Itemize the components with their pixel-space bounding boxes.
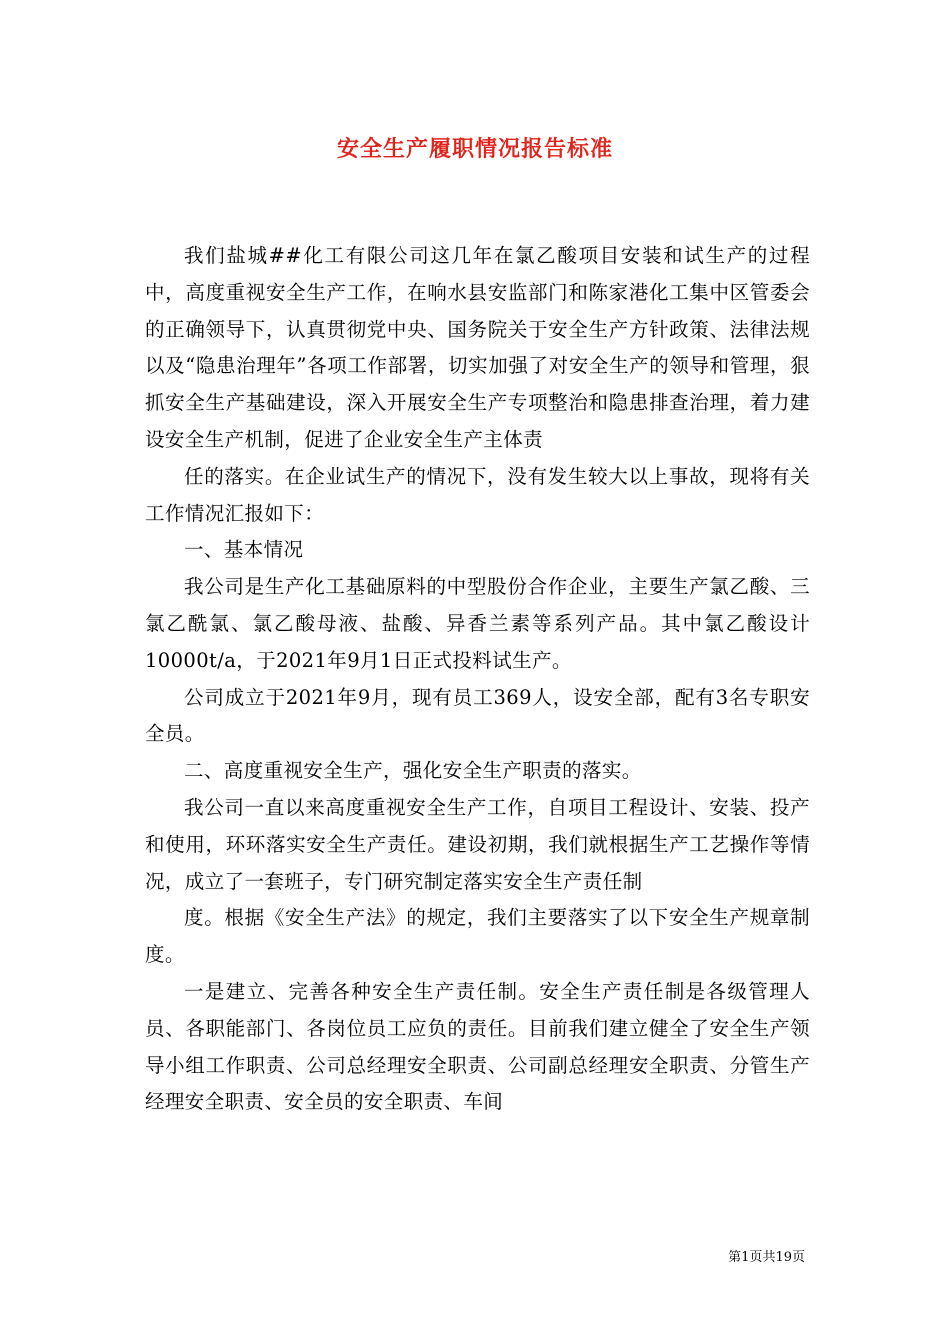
paragraph: 我公司是生产化工基础原料的中型股份合作企业，主要生产氯乙酸、三氯乙酰氯、氯乙酸母液、盐酸、异香兰素等系列产品。其中氯乙酸设计10000t/a，于2021年9月1日正式投料试生产。 xyxy=(145,575,810,672)
document-title: 安全生产履职情况报告标准 xyxy=(336,136,613,162)
document-body xyxy=(145,238,810,1121)
paragraph: 我公司一直以来高度重视安全生产工作，自项目工程设计、安装、投产和使用，环环落实安全生产责任。建设初期，我们就根据生产工艺操作等情况，成立了一套班子，专门研究制定落实安全生产责任制 xyxy=(145,795,810,893)
paragraph: 度。根据《安全生产法》的规定，我们主要落实了以下安全生产规章制度。 xyxy=(145,906,810,967)
page-number: 第1页共19页 xyxy=(728,1250,805,1265)
section-heading: 二、高度重视安全生产，强化安全生产职责的落实。 xyxy=(184,759,642,783)
paragraph: 我们盐城##化工有限公司这几年在氯乙酸项目安装和试生产的过程中，高度重视安全生产工作，在响水县安监部门和陈家港化工集中区管委会的正确领导下，认真贯彻党中央、国务院关于安全生产方针政策、法律法规以及“隐患治理年”各项工作部署，切实加强了对安全生产的领导和管理，狠抓安全生产基础建设，深入开展安全生产专项整治和隐患排查治理，着力建设安全生产机制，促进了企业安全生产主体责 xyxy=(145,244,810,451)
paragraph: 公司成立于2021年9月，现有员工369人，设安全部，配有3名专职安全员。 xyxy=(145,685,810,746)
paragraph: 任的落实。在企业试生产的情况下，没有发生较大以上事故，现将有关工作情况汇报如下： xyxy=(145,464,810,525)
section-heading: 一、基本情况 xyxy=(184,538,304,562)
paragraph: 一是建立、完善各种安全生产责任制。安全生产责任制是各级管理人员、各职能部门、各岗位员工应负的责任。目前我们建立健全了安全生产领导小组工作职责、公司总经理安全职责、公司副总经理安全职责、分管生产经理安全职责、安全员的安全职责、车间 xyxy=(145,979,810,1114)
